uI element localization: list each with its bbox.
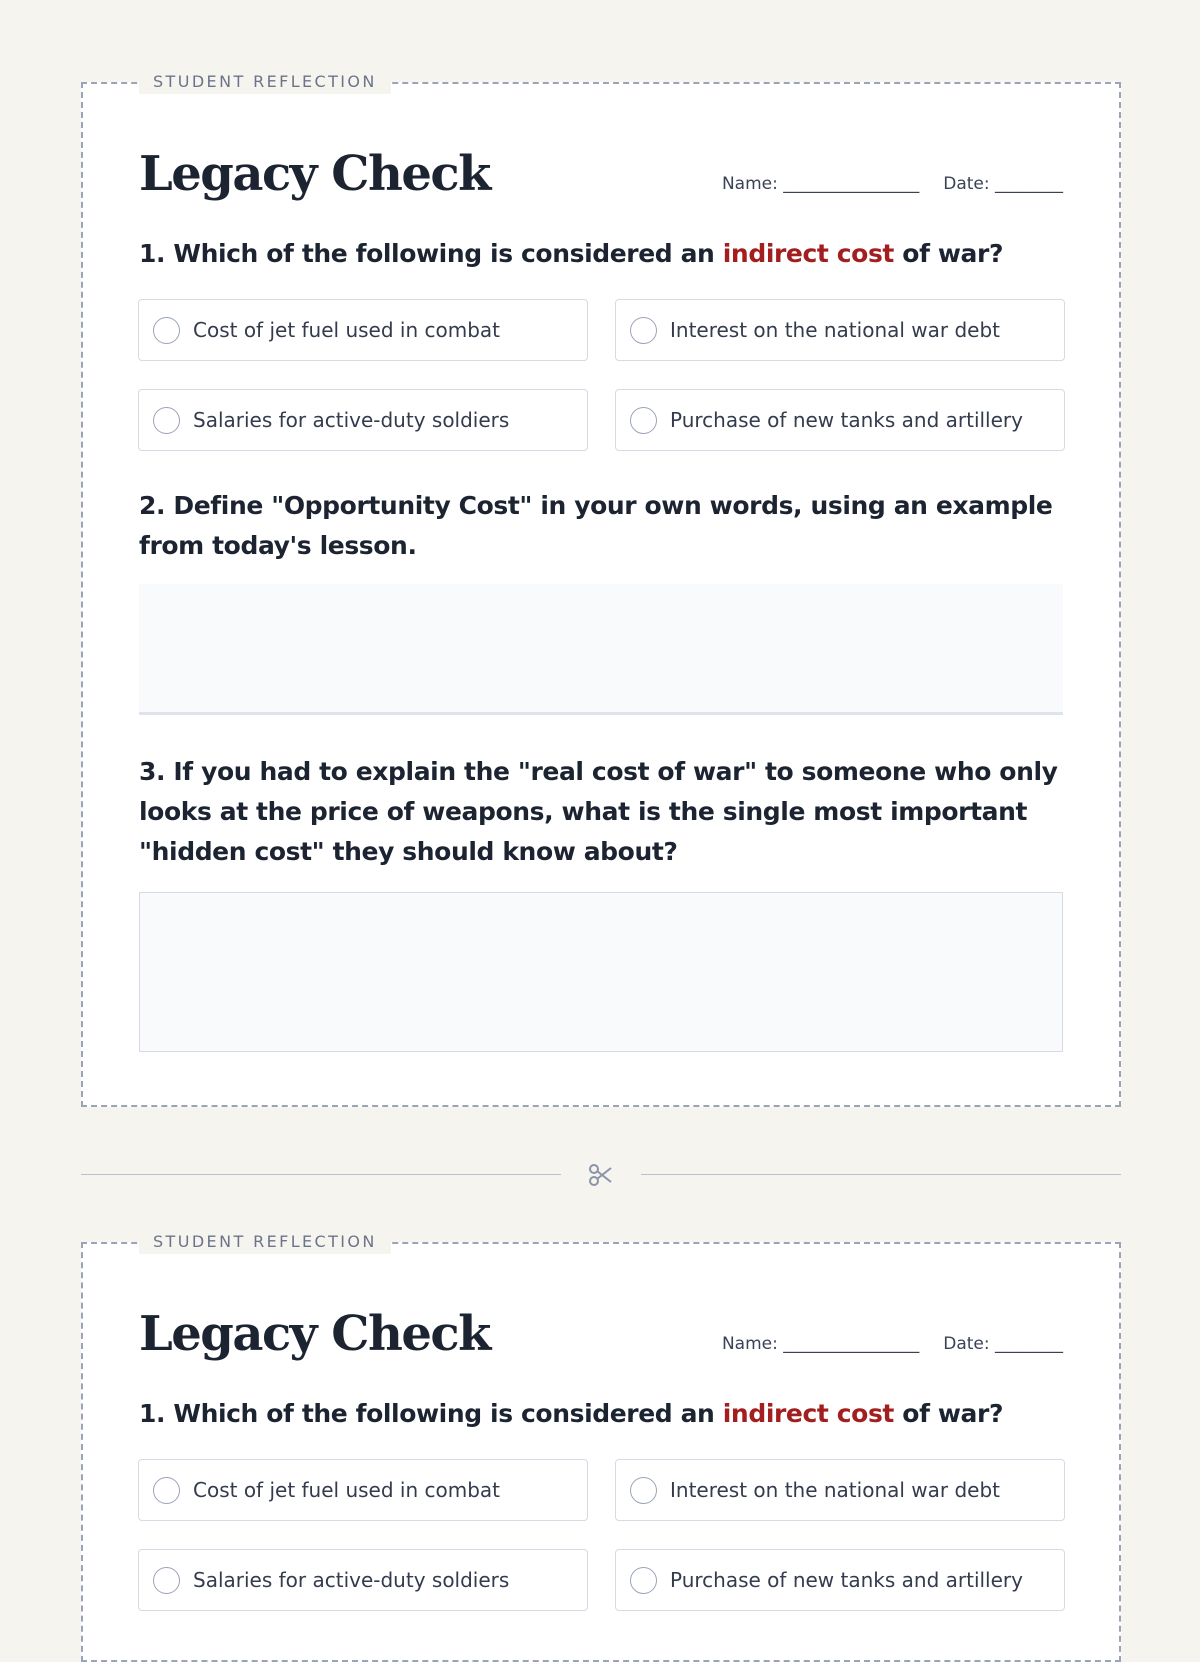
answer-option[interactable] [615, 389, 1065, 451]
card-header [139, 1304, 1063, 1374]
question-1-prefix: 1. Which of the following is considered an [139, 1399, 723, 1428]
question-1-prefix: 1. Which of the following is considered an [139, 239, 723, 268]
card-tab-label: STUDENT REFLECTION [139, 1230, 391, 1254]
option-label: Cost of jet fuel used in combat [193, 1478, 501, 1502]
option-label: Cost of jet fuel used in combat [193, 318, 501, 342]
divider-line [641, 1174, 1121, 1175]
reflection-card-2 [81, 1232, 1121, 1662]
card-tab-label: STUDENT REFLECTION [139, 70, 391, 94]
answer-option[interactable] [615, 1459, 1065, 1521]
student-meta [722, 174, 1063, 194]
option-label: Salaries for active-duty soldiers [193, 1568, 510, 1592]
radio-icon[interactable] [153, 317, 180, 344]
question-1-suffix: of war? [893, 1399, 1004, 1428]
question-1-suffix: of war? [893, 239, 1004, 268]
answer-option[interactable] [615, 1549, 1065, 1611]
student-meta [722, 1334, 1063, 1354]
card-header [139, 144, 1063, 214]
date-field-label[interactable]: Date: ________ [943, 174, 1063, 194]
date-field-label[interactable]: Date: ________ [943, 1334, 1063, 1354]
radio-icon[interactable] [630, 407, 657, 434]
answer-option[interactable] [615, 299, 1065, 361]
answer-option[interactable] [138, 299, 588, 361]
option-label: Purchase of new tanks and artillery [670, 1568, 1023, 1592]
scissors-icon [586, 1160, 616, 1190]
reflection-card-1 [81, 72, 1121, 1107]
question-1 [139, 234, 1063, 274]
option-label: Purchase of new tanks and artillery [670, 408, 1023, 432]
name-field-label[interactable]: Name: ________________ [721, 1334, 920, 1354]
question-2: 2. Define "Opportunity Cost" in your own words, using an example from today's lesson. [139, 491, 1053, 560]
radio-icon[interactable] [630, 1567, 657, 1594]
name-field-label[interactable]: Name: ________________ [721, 174, 920, 194]
answer-area-question-3[interactable] [139, 892, 1063, 1052]
radio-icon[interactable] [153, 407, 180, 434]
worksheet-title: Legacy Check [139, 146, 490, 202]
question-1 [139, 1394, 1063, 1434]
answer-area-question-2[interactable] [139, 584, 1063, 715]
option-label: Salaries for active-duty soldiers [193, 408, 510, 432]
answer-option[interactable] [138, 389, 588, 451]
radio-icon[interactable] [153, 1477, 180, 1504]
cut-divider [81, 1174, 1121, 1176]
divider-line [81, 1174, 561, 1175]
radio-icon[interactable] [630, 1477, 657, 1504]
option-label: Interest on the national war debt [670, 1478, 1001, 1502]
radio-icon[interactable] [630, 317, 657, 344]
question-3: 3. If you had to explain the "real cost of war" to someone who only looks at the price of weapons, what is the single most important "hidden cost" they should know about? [139, 757, 1058, 866]
question-1-highlight: indirect cost [722, 1399, 894, 1428]
radio-icon[interactable] [153, 1567, 180, 1594]
answer-option[interactable] [138, 1459, 588, 1521]
worksheet-title: Legacy Check [139, 1306, 490, 1362]
option-label: Interest on the national war debt [670, 318, 1001, 342]
answer-option[interactable] [138, 1549, 588, 1611]
question-1-highlight: indirect cost [722, 239, 894, 268]
